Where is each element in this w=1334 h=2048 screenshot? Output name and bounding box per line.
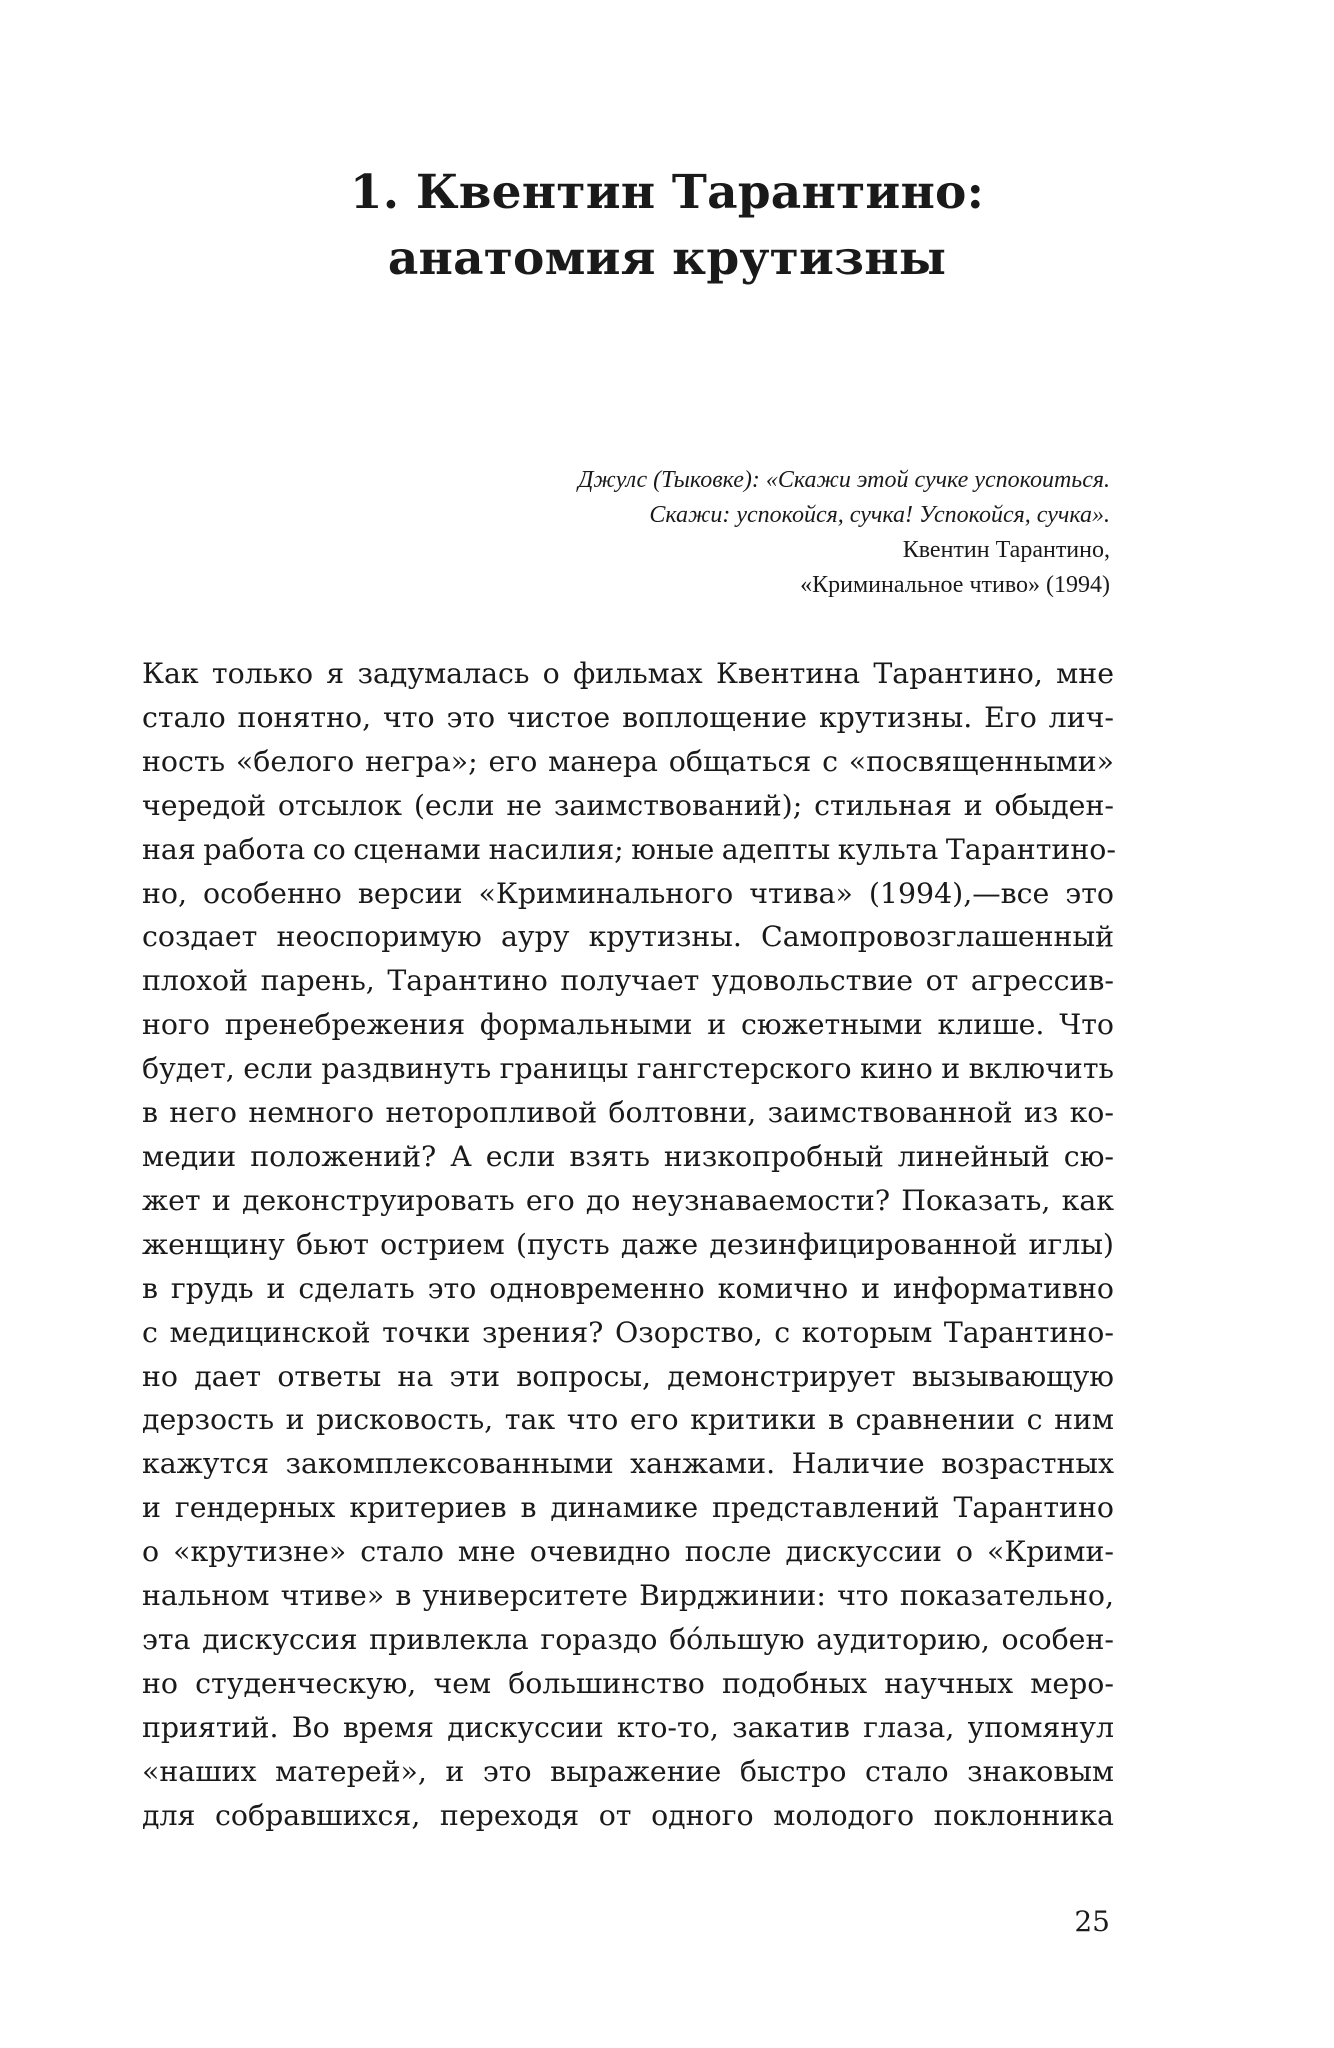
body-line: приятий. Во время дискуссии кто-то, закатив глаза, упомянул [142,1710,1114,1744]
chapter-title-line: анатомия крутизны [387,231,947,286]
body-line: жет и деконструировать его до неузнаваемости? Показать, как [142,1183,1114,1217]
epigraph-quote-line: Джулс (Тыковке): «Скажи этой сучке успокоиться. [578,467,1110,493]
body-line: но, особенно версии «Криминального чтива» (1994),—все это [142,876,1114,910]
chapter-title [0,160,1334,292]
epigraph-author: Квентин Тарантино, [902,537,1110,563]
body-line: для собравшихся, переходя от одного молодого поклонника [142,1798,1114,1832]
body-line: но студенческую, чем большинство подобных научных меро- [142,1666,1114,1700]
epigraph-quote-line: Скажи: успокойся, сучка! Успокойся, сучка». [649,502,1110,528]
body-line: Как только я задумалась о фильмах Квентина Тарантино, мне [142,657,1114,690]
page-number: 25 [1074,1905,1110,1938]
body-line: в него немного неторопливой болтовни, заимствованной из ко- [142,1096,1114,1130]
body-line: в грудь и сделать это одновременно комично и информативно [142,1271,1114,1305]
body-line: медии положений? А если взять низкопробный линейный сю- [142,1139,1114,1173]
body-line: чередой отсылок (если не заимствований); стильная и обыден- [142,788,1114,822]
body-line: эта дискуссия привлекла гораздо бóльшую аудиторию, особен- [142,1622,1114,1656]
body-line: дерзость и рисковость, так что его критики в сравнении с ним [142,1403,1114,1437]
body-line: плохой парень, Тарантино получает удовольствие от агрессив- [142,964,1114,998]
body-paragraph [142,652,1114,1837]
body-line: с медицинской точки зрения? Озорство, с которым Тарантино- [142,1315,1114,1349]
body-line: женщину бьют острием (пусть даже дезинфицированной иглы) [142,1227,1114,1261]
body-line: о «крутизне» стало мне очевидно после дискуссии о «Крими- [142,1535,1114,1569]
body-line: будет, если раздвинуть границы гангстерского кино и включить [142,1052,1114,1086]
body-line: нальном чтиве» в университете Вирджинии: что показательно, [142,1579,1114,1613]
epigraph [350,463,1110,603]
body-line: стало понятно, что это чистое воплощение крутизны. Его лич- [142,700,1114,734]
chapter-title-line: 1. Квентин Тарантино: [349,165,985,220]
body-line: но дает ответы на эти вопросы, демонстрирует вызывающую [142,1359,1114,1393]
body-line: ная работа со сценами насилия; юные адепты культа Тарантино- [142,832,1116,866]
body-line: кажутся закомплексованными ханжами. Наличие возрастных [142,1447,1114,1481]
body-line: ность «белого негра»; его манера общаться с «посвященными» [142,744,1114,778]
body-line: «наших матерей», и это выражение быстро стало знаковым [142,1754,1114,1788]
body-line: создает неоспоримую ауру крутизны. Самопровозглашенный [142,920,1114,954]
epigraph-work: «Криминальное чтиво» (1994) [800,572,1110,598]
body-line: ного пренебрежения формальными и сюжетными клише. Что [142,1008,1114,1042]
body-line: и гендерных критериев в динамике представлений Тарантино [142,1491,1114,1525]
